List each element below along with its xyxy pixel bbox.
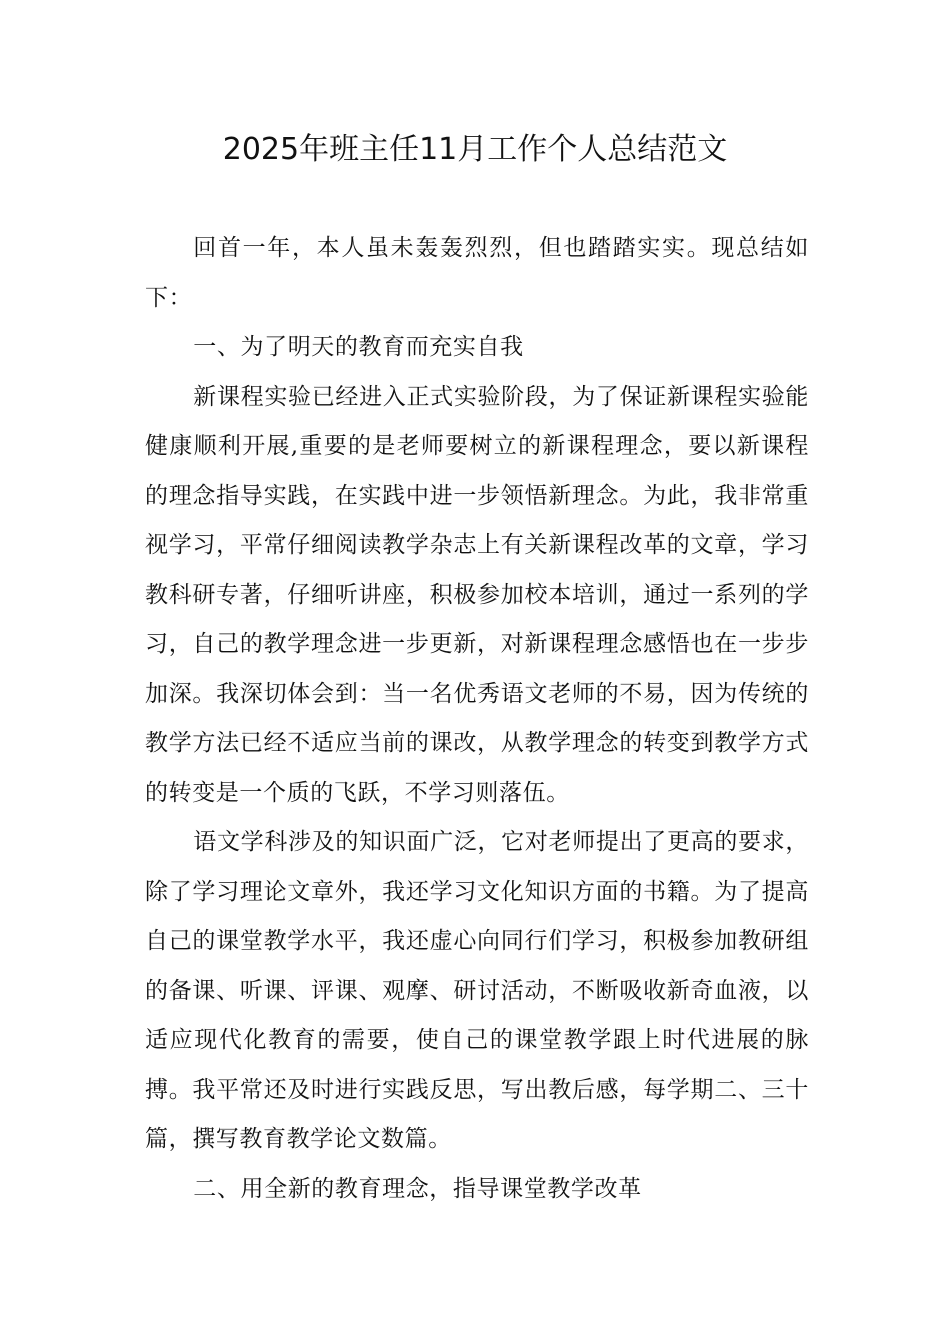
paragraph-new-curriculum: 新课程实验已经进入正式实验阶段，为了保证新课程实验能健康顺利开展,重要的是老师要树立的新课程理念，要以新课程的理念指导实践，在实践中进一步领悟新理念。为此，我非常重视学习，平常仔细阅读教学杂志上有关新课程改革的文章，学习教科研专著，仔细听讲座，积极参加校本培训，通过一系列的学习，自己的教学理念进一步更新，对新课程理念感悟也在一步步加深。我深切体会到：当一名优秀语文老师的不易，因为传统的教学方法已经不适应当前的课改，从教学理念的转变到教学方式的转变是一个质的飞跃，不学习则落伍。: [145, 383, 809, 806]
document-body: [145, 224, 809, 1214]
document-title: 2025年班主任11月工作个人总结范文: [222, 132, 728, 167]
section-heading-2: 二、用全新的教育理念，指导课堂教学改革: [193, 1175, 642, 1202]
paragraph-chinese-subject: 语文学科涉及的知识面广泛，它对老师提出了更高的要求，除了学习理论文章外，我还学习文化知识方面的书籍。为了提高自己的课堂教学水平，我还虚心向同行们学习，积极参加教研组的备课、听课、评课、观摩、研讨活动，不断吸收新奇血液，以适应现代化教育的需要，使自己的课堂教学跟上时代进展的脉搏。我平常还及时进行实践反思，写出教后感，每学期二、三十篇，撰写教育教学论文数篇。: [145, 829, 809, 1152]
section-heading-1: 一、为了明天的教育而充实自我: [193, 334, 524, 360]
paragraph-intro: 回首一年，本人虽未轰轰烈烈，但也踏踏实实。现总结如下：: [145, 235, 809, 311]
